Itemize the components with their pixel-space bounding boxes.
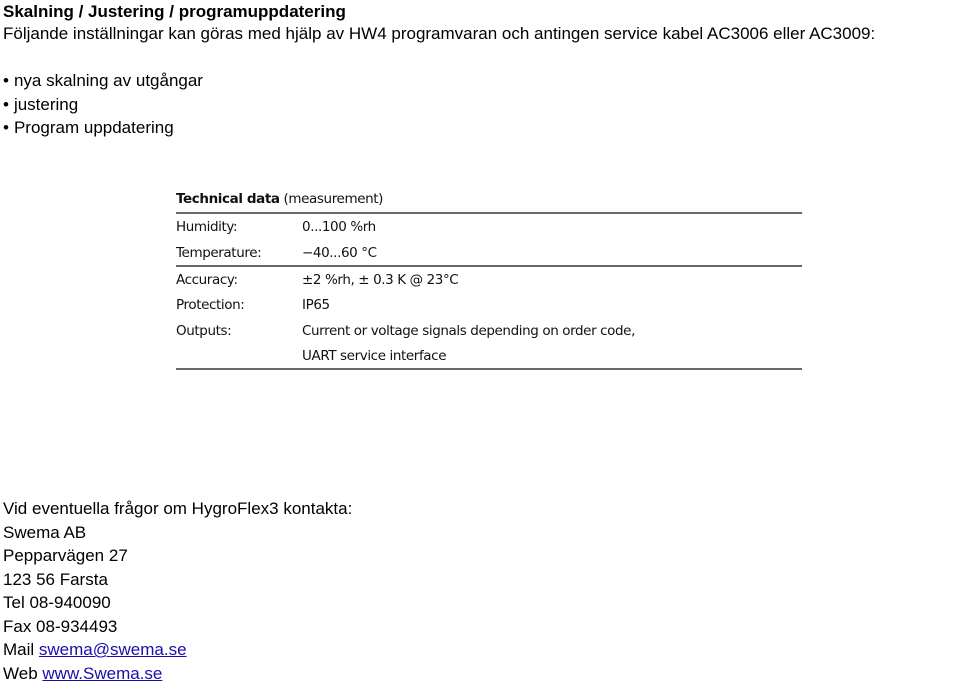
row-label: Outputs:	[176, 323, 232, 339]
page-heading: Skalning / Justering / programuppdatering	[3, 2, 346, 21]
row-label: Protection:	[176, 297, 245, 313]
table-row	[176, 240, 802, 265]
intro-text: Följande inställningar kan göras med hjälp av HW4 programvaran och antingen service kabel AC3006 eller AC3009:	[3, 24, 876, 43]
row-label: Humidity:	[176, 219, 238, 235]
website-link[interactable]: www.Swema.se	[42, 663, 163, 683]
row-label: Temperature:	[176, 245, 262, 261]
row-value-line: Current or voltage signals depending on order code,	[302, 323, 635, 339]
table-row	[176, 267, 802, 292]
list-item	[3, 93, 203, 117]
technical-data-title-note: (measurement)	[283, 191, 384, 207]
web-label: Web	[3, 663, 38, 683]
fax-number: Fax 08-934493	[3, 616, 118, 636]
row-value	[302, 319, 802, 368]
street-address: Pepparvägen 27	[3, 546, 128, 565]
table-row	[176, 214, 802, 240]
company-name: Swema AB	[3, 522, 87, 542]
row-value: 0...100 %rh	[302, 219, 376, 235]
table-row	[176, 292, 802, 317]
list-item	[3, 116, 203, 140]
row-label: Accuracy:	[176, 272, 238, 288]
list-item-text: nya skalning av utgångar	[13, 71, 203, 90]
web-line	[3, 662, 352, 685]
row-value: IP65	[302, 297, 330, 313]
list-item-text: justering	[13, 94, 79, 114]
list-item-text: Program uppdatering	[13, 118, 174, 137]
list-item	[3, 69, 203, 93]
row-value: −40...60 °C	[302, 245, 377, 261]
technical-data-table	[176, 188, 802, 370]
row-value-line: UART service interface	[302, 348, 447, 364]
mail-line	[3, 638, 352, 662]
contact-question: Vid eventuella frågor om HygroFlex3 kontakta:	[3, 499, 353, 518]
row-value: ±2 %rh, ± 0.3 K @ 23°C	[302, 272, 459, 288]
technical-data-title	[176, 188, 802, 212]
phone-number: Tel 08-940090	[3, 593, 111, 612]
email-link[interactable]: swema@swema.se	[38, 640, 187, 659]
technical-data-title-bold: Technical data	[176, 191, 280, 207]
table-row	[176, 317, 802, 368]
contact-block	[3, 497, 352, 685]
postal-city: 123 56 Farsta	[3, 569, 108, 589]
mail-label: Mail	[3, 640, 35, 659]
settings-list	[3, 69, 203, 140]
